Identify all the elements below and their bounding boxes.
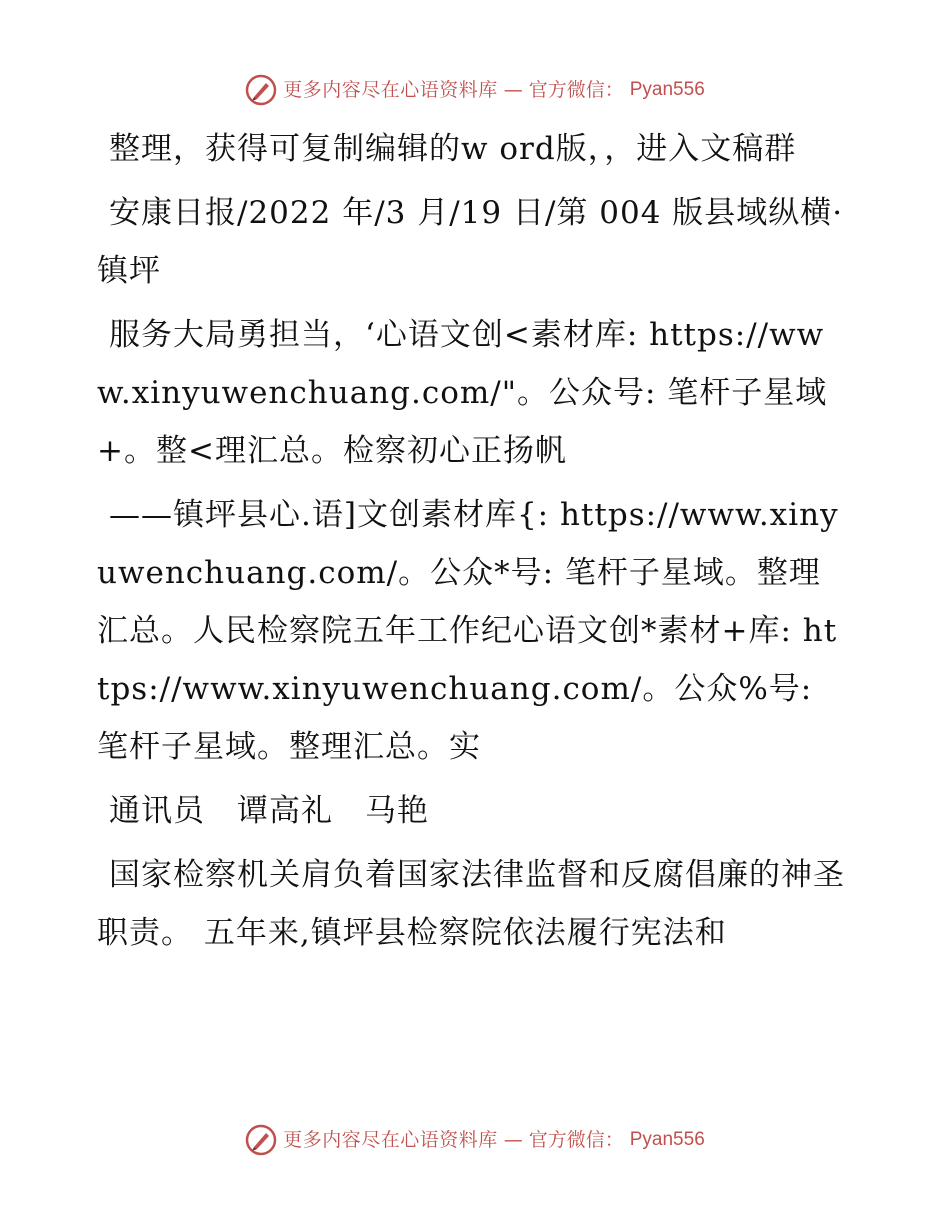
paragraph: 服务大局勇担当，‘心语文创<素材库: https://www.xinyuwenchuang.com/"。公众号: 笔杆子星域+。整<理汇总。检察初心正扬帆 (97, 317, 828, 469)
paragraph: 通讯员 谭高礼 马艳 (109, 793, 429, 829)
banner-tagline: 更多内容尽在心语资料库 (283, 1129, 498, 1151)
banner-wechat-label: 官方微信： (528, 1129, 624, 1151)
pen-logo-icon (245, 74, 277, 106)
banner-tagline: 更多内容尽在心语资料库 (283, 79, 498, 101)
document-body (97, 120, 849, 968)
banner-wechat-label: 官方微信： (528, 79, 624, 101)
header-banner (0, 74, 950, 106)
banner-wechat-id: Pyan556 (629, 79, 705, 100)
paragraph: 国家检察机关肩负着国家法律监督和反腐倡廉的神圣职责。 五年来,镇坪县检察院依法履行宪法和 (97, 857, 845, 951)
footer-banner (0, 1124, 950, 1156)
paragraph: 安康日报/2022 年/3 月/19 日/第 004 版县域纵横· 镇坪 (97, 195, 844, 289)
pen-logo-icon (245, 1124, 277, 1156)
paragraph: ——镇坪县心.语]文创素材库{: https://www.xinyuwenchuang.com/。公众*号: 笔杆子星域。整理汇总。人民检察院五年工作纪心语文创*素材+库: https://www.xinyuwenchuang.com/。公众%号: 笔杆子星域。整理汇总。实 (97, 497, 839, 765)
paragraph: 整理，获得可复制编辑的w ord版，，进入文稿群 (109, 131, 797, 167)
banner-separator: — (503, 79, 523, 101)
banner-wechat-id: Pyan556 (629, 1129, 705, 1150)
banner-separator: — (503, 1129, 523, 1151)
